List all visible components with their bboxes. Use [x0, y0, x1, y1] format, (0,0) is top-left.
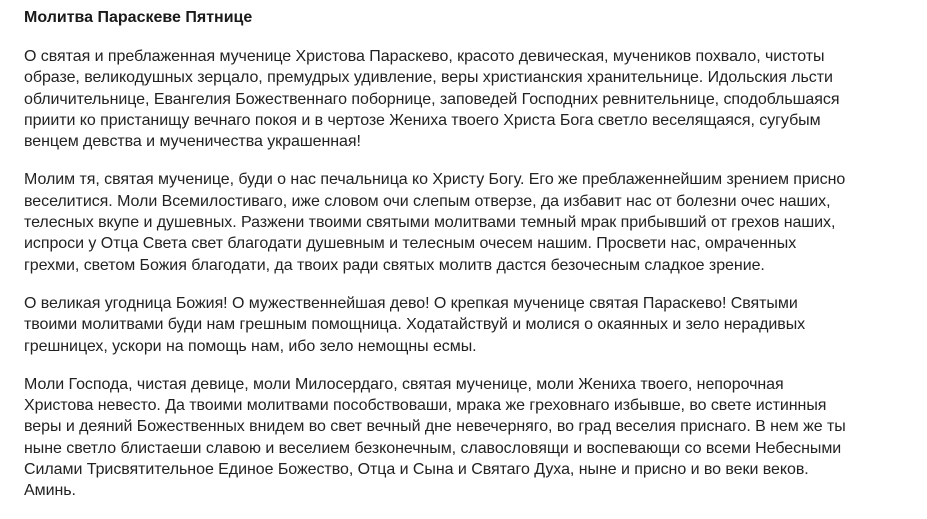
text-line: венцем девства и мученичества украшенная!	[24, 133, 361, 151]
text-line: веры и деяний Божественных внидем во свет вечный дне невечерняго, во град веселия приснаго. В нем же ты	[24, 418, 846, 436]
text-line: Моли Господа, чистая девице, моли Милосердаго, святая мученице, моли Жениха твоего, непорочная	[24, 375, 784, 393]
text-line: О великая угодница Божия! О мужественнейшая дево! О крепкая мученице святая Параскево! Святыми	[24, 294, 798, 312]
text-line: образе, великодушных зерцало, премудрых удивление, веры христианския хранительнице. Идольския льсти	[24, 69, 833, 87]
text-line: телесных вкупе и душевных. Разжени твоими святыми молитвами темный мрак прибывший от грехов наших,	[24, 214, 836, 232]
text-line: твоими молитвами буди нам грешным помощница. Ходатайствуй и молися о окаянных и зело нерадивых	[24, 316, 806, 334]
text-line: О святая и преблаженная мученице Христова Параскево, красото девическая, мучеников похвало, чистоты	[24, 48, 825, 65]
text-line: ныне светло блистаеши славою и веселием безконечным, славословящи и воспевающи со всеми Небесными	[24, 439, 842, 457]
paragraph-3	[24, 293, 904, 357]
paragraph-4	[24, 374, 904, 502]
text-line: веселитися. Моли Всемилостиваго, иже словом очи слепым отверзе, да избавит нас от болезни очес наших,	[24, 192, 831, 210]
text-line: приити ко пристанищу вечнаго покоя и в чертозе Жениха твоего Христа Бога светло веселящаяся, сугубым	[24, 111, 821, 129]
paragraph-2	[24, 169, 904, 275]
text-line: испроси у Отца Света свет благодати душевным и телесным очесем нашим. Просвети нас, омраченных	[24, 235, 797, 253]
text-line: Молим тя, святая мученице, буди о нас печальница ко Христу Богу. Его же преблаженнейшим зрением присно	[24, 171, 846, 189]
text-line: грехми, светом Божия благодати, да твоих ради святых молитв дастся безочесным сладкое зрение.	[24, 256, 765, 274]
prayer-title: Молитва Параскеве Пятнице	[24, 9, 253, 26]
paragraph-1	[24, 46, 904, 152]
prayer-document	[24, 6, 904, 519]
text-line: обличительнице, Евангелия Божественнаго поборнице, заповедей Господних ревнительнице, сподобльшаяся	[24, 90, 840, 108]
text-line: Аминь.	[24, 482, 76, 500]
text-line: Силами Трисвятительное Единое Божество, Отца и Сына и Святаго Духа, ныне и присно и во веки веков.	[24, 461, 809, 479]
text-line: грешницех, ускори на помощь нам, ибо зело немощны есмы.	[24, 337, 477, 355]
text-line: Христова невесто. Да твоими молитвами пособствоваши, мрака же греховнаго избывше, во свете истинныя	[24, 397, 827, 415]
